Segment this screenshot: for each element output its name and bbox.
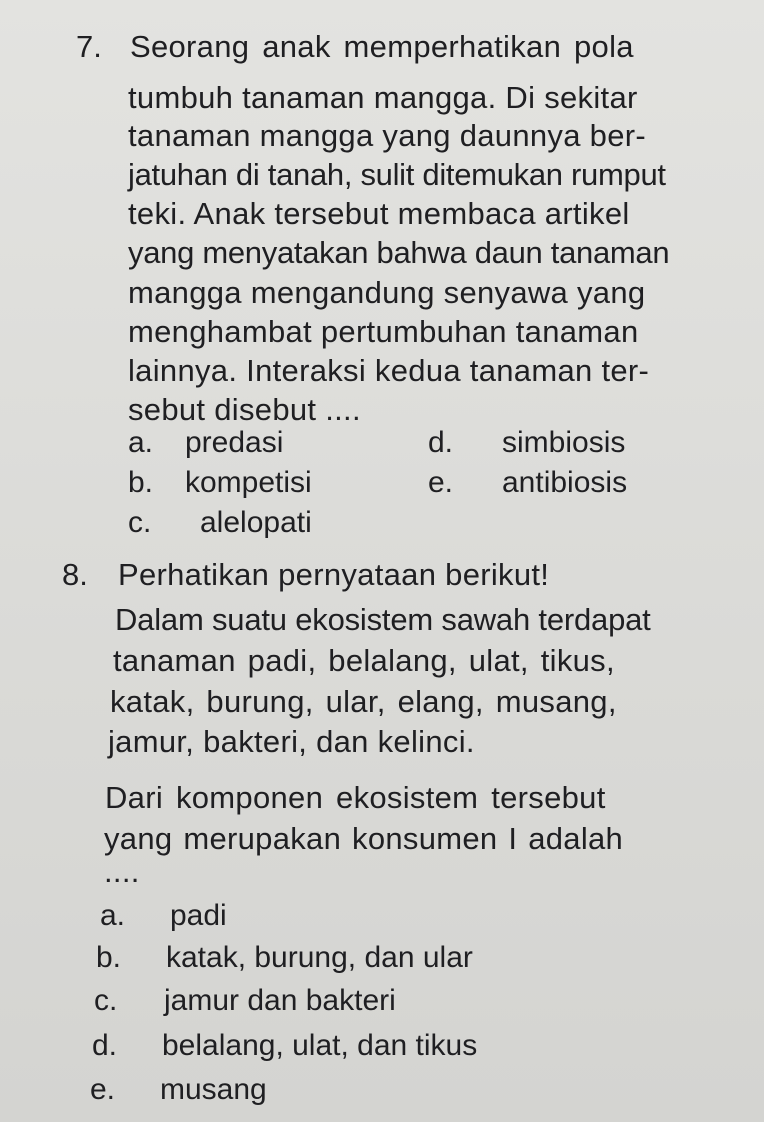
question-number: 8. [62, 557, 88, 592]
option-text: belalang, ulat, dan tikus [162, 1029, 478, 1062]
question-text-line: menghambat pertumbuhan tanaman [128, 314, 639, 349]
option-text: musang [160, 1073, 267, 1106]
option-text: jamur dan bakteri [164, 984, 396, 1017]
option-text: padi [170, 899, 227, 932]
question-text-line: tanaman mangga yang daunnya ber- [128, 118, 647, 153]
question-text-line: Seorang anak memperhatikan pola [130, 29, 634, 64]
question-text-line: tumbuh tanaman mangga. Di sekitar [128, 80, 638, 115]
question-text-line: jatuhan di tanah, sulit ditemukan rumput [128, 157, 666, 192]
option-letter: b. [128, 466, 154, 499]
option-letter: e. [90, 1073, 116, 1106]
option-text: kompetisi [185, 466, 312, 499]
question-text-line: Dalam suatu ekosistem sawah terdapat [115, 602, 651, 637]
question-text-line: tanaman padi, belalang, ulat, tikus, [113, 643, 615, 678]
question-text-line: yang menyatakan bahwa daun tanaman [128, 235, 670, 270]
option-letter: d. [428, 426, 454, 459]
question-text-line: Dari komponen ekosistem tersebut [105, 780, 606, 815]
question-text-line: teki. Anak tersebut membaca artikel [128, 196, 630, 231]
question-text-line: yang merupakan konsumen I adalah [104, 821, 624, 856]
question-text-line: mangga mengandung senyawa yang [128, 275, 646, 310]
question-text-line: Perhatikan pernyataan berikut! [118, 557, 550, 592]
option-letter: e. [428, 466, 454, 499]
option-text: simbiosis [502, 426, 626, 459]
question-text-line: sebut disebut .... [128, 392, 361, 427]
option-text: predasi [185, 426, 284, 459]
option-text: antibiosis [502, 466, 628, 499]
question-text-line: katak, burung, ular, elang, musang, [110, 684, 617, 719]
option-letter: d. [92, 1029, 118, 1062]
question-text-line: lainnya. Interaksi kedua tanaman ter- [128, 353, 650, 388]
option-text: alelopati [200, 506, 312, 539]
option-letter: a. [128, 426, 154, 459]
option-text: katak, burung, dan ular [166, 941, 473, 974]
question-text-line: .... [104, 854, 140, 889]
option-letter: a. [100, 899, 126, 932]
option-letter: b. [96, 941, 122, 974]
question-number: 7. [76, 29, 102, 64]
question-text-line: jamur, bakteri, dan kelinci. [108, 724, 475, 759]
option-letter: c. [128, 506, 152, 539]
option-letter: c. [94, 984, 118, 1017]
